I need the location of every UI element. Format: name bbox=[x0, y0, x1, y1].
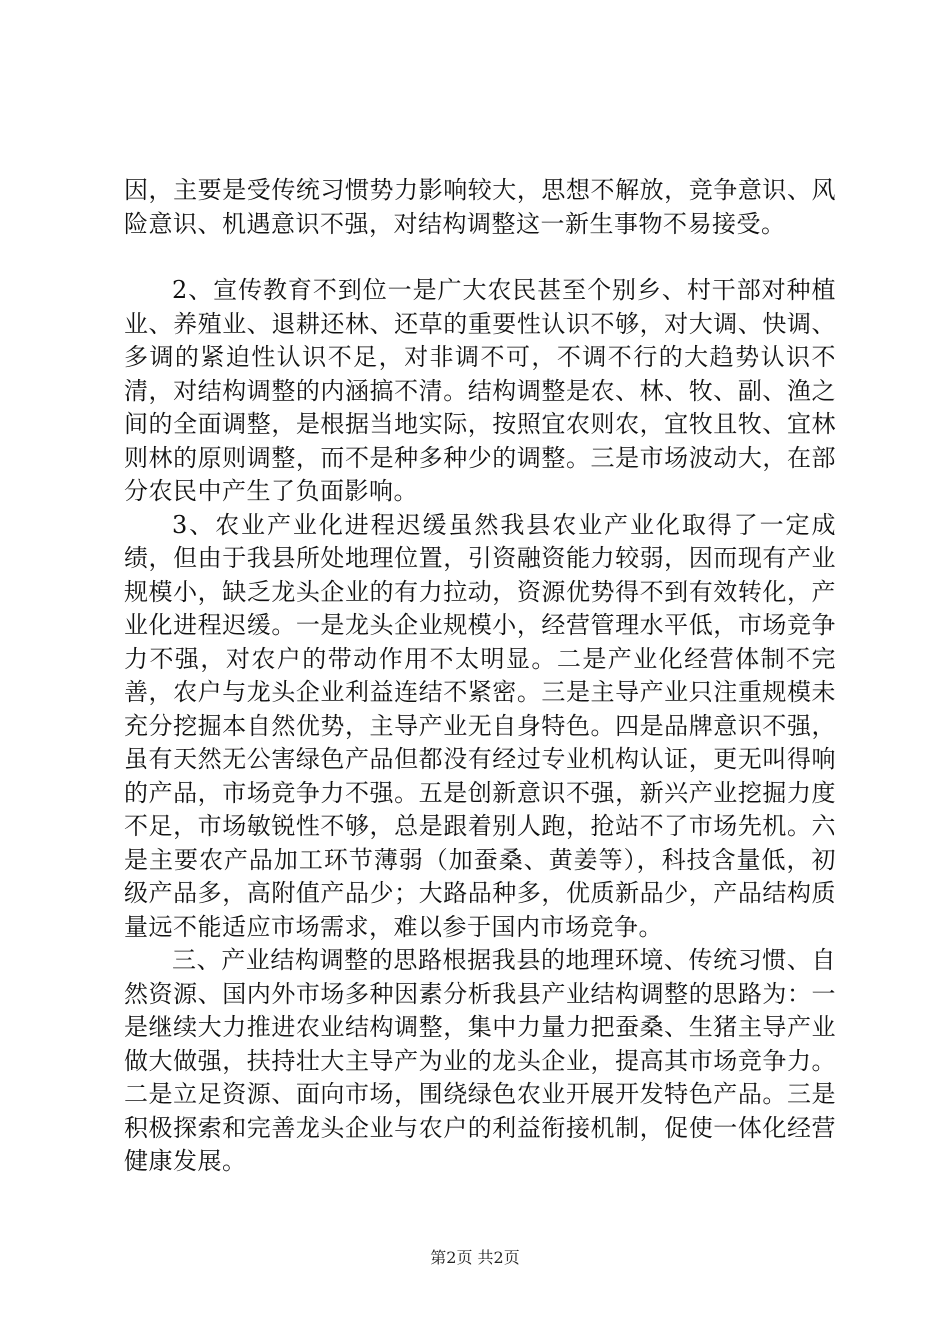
paragraph-publicity-education: 2、宣传教育不到位一是广大农民甚至个别乡、村干部对种植业、养殖业、退耕还林、还草的重要性认识不够，对大调、快调、多调的紧迫性认识不足，对非调不可，不调不行的大趋势认识不清，对结构调整的内涵搞不清。结构调整是农、林、牧、副、渔之间的全面调整，是根据当地实际，按照宜农则农，宜牧且牧、宜林则林的原则调整，而不是种多种少的调整。三是市场波动大，在部分农民中产生了负面影响。 bbox=[124, 276, 836, 505]
document-body bbox=[124, 174, 836, 1179]
paragraph-industrialization: 3、农业产业化进程迟缓虽然我县农业产业化取得了一定成绩，但由于我县所处地理位置，引资融资能力较弱，因而现有产业规模小，缺乏龙头企业的有力拉动，资源优势得不到有效转化，产业化进程迟缓。一是龙头企业规模小，经营管理水平低，市场竞争力不强，对农户的带动作用不太明显。二是产业化经营体制不完善，农户与龙头企业利益连结不紧密。三是主导产业只注重规模未充分挖掘本自然优势，主导产业无自身特色。四是品牌意识不强，虽有天然无公害绿色产品但都没有经过专业机构认证，更无叫得响的产品，市场竞争力不强。五是创新意识不强，新兴产业挖掘力度不足，市场敏锐性不够，总是跟着别人跑，抢站不了市场先机。六是主要农产品加工环节薄弱（加蚕桑、黄姜等），科技含量低，初级产品多，高附值产品少；大路品种多，优质新品少，产品结构质量远不能适应市场需求，难以参于国内市场竞争。 bbox=[124, 510, 836, 941]
paragraph-continuation: 因，主要是受传统习惯势力影响较大，思想不解放，竞争意识、风险意识、机遇意识不强，对结构调整这一新生事物不易接受。 bbox=[124, 176, 836, 238]
paragraph-restructuring-ideas: 三、产业结构调整的思路根据我县的地理环境、传统习惯、自然资源、国内外市场多种因素分析我县产业结构调整的思路为：一是继续大力推进农业结构调整，集中力量力把蚕桑、生猪主导产业做大做强，扶持壮大主导产为业的龙头企业，提高其市场竞争力。二是立足资源、面向市场，围绕绿色农业开展开发特色产品。三是积极探索和完善龙头企业与农户的利益衔接机制，促使一体化经营健康发展。 bbox=[124, 946, 836, 1175]
page-number-footer: 第2页 共2页 bbox=[430, 1248, 520, 1267]
